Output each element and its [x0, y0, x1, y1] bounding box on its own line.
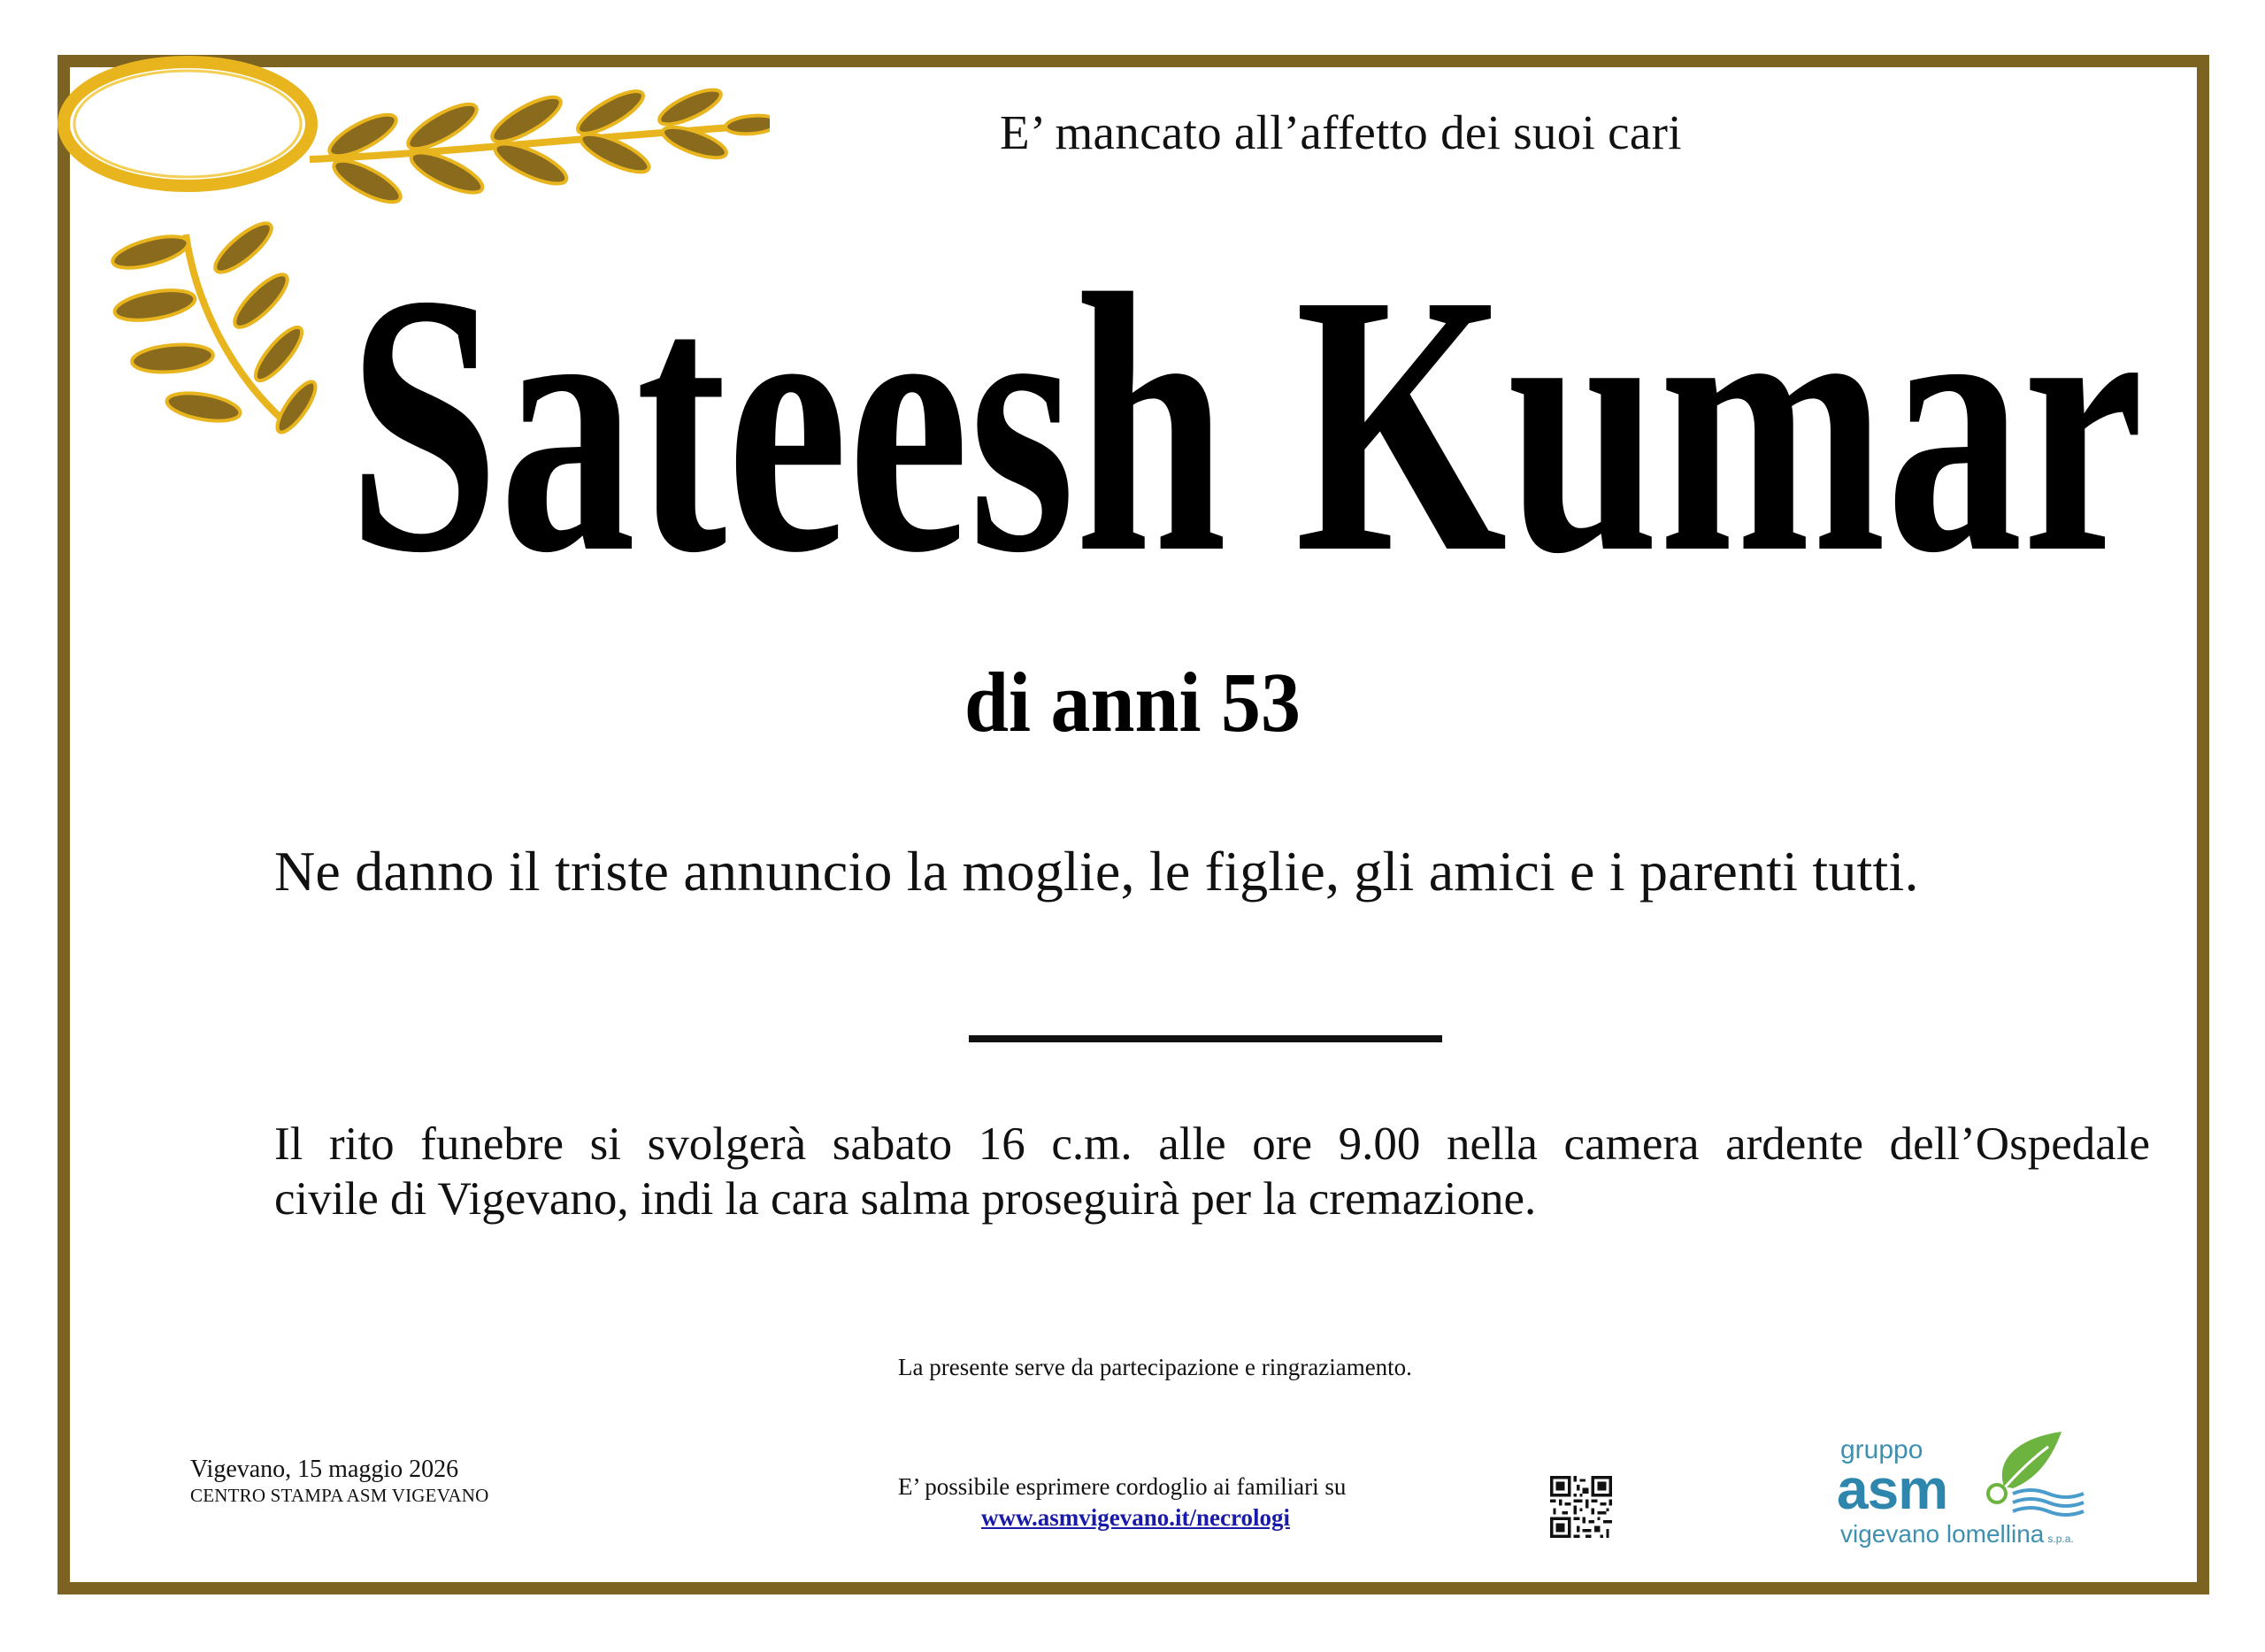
asm-logo[interactable]	[1831, 1425, 2097, 1557]
condolence-block	[898, 1473, 1429, 1532]
leaf-wave-icon	[1977, 1425, 2092, 1522]
logo-subtitle	[1840, 1520, 2074, 1548]
funeral-details-line-1: Il rito funebre si svolgerà sabato 16 c.m. alle ore 9.00 nella camera ardente dell’Ospedale	[274, 1118, 2150, 1170]
funeral-details	[274, 1117, 2150, 1226]
qr-code-icon[interactable]	[1550, 1476, 1612, 1538]
deceased-name	[348, 218, 2144, 629]
logo-subtitle-text: vigevano lomellina	[1840, 1520, 2045, 1548]
announcement-text: Ne danno il triste annuncio la moglie, le figlie, gli amici e i parenti tutti.	[274, 840, 1919, 903]
age-line	[964, 655, 1301, 750]
logo-gruppo-text: gruppo	[1840, 1435, 1923, 1464]
place-date: Vigevano, 15 maggio 2026	[190, 1456, 459, 1483]
thanks-note: La presente serve da partecipazione e ringraziamento.	[898, 1354, 1412, 1380]
printer-credit: CENTRO STAMPA ASM VIGEVANO	[190, 1485, 489, 1506]
funeral-details-line-2: civile di Vigevano, indi la cara salma proseguirà per la cremazione.	[274, 1173, 1537, 1225]
condolence-link[interactable]: www.asmvigevano.it/necrologi	[981, 1504, 1290, 1531]
age-text: di anni 53	[964, 655, 1301, 750]
condolence-text: E’ possibile esprimere cordoglio ai familiari su	[898, 1473, 1347, 1500]
logo-spa-text: s.p.a.	[2047, 1533, 2074, 1545]
logo-asm-text: asm	[1837, 1457, 1948, 1521]
deceased-name-text: Sateesh Kumar	[348, 218, 2144, 629]
separator-line	[969, 1035, 1442, 1042]
intro-line: E’ mancato all’affetto dei suoi cari	[1000, 105, 1682, 159]
